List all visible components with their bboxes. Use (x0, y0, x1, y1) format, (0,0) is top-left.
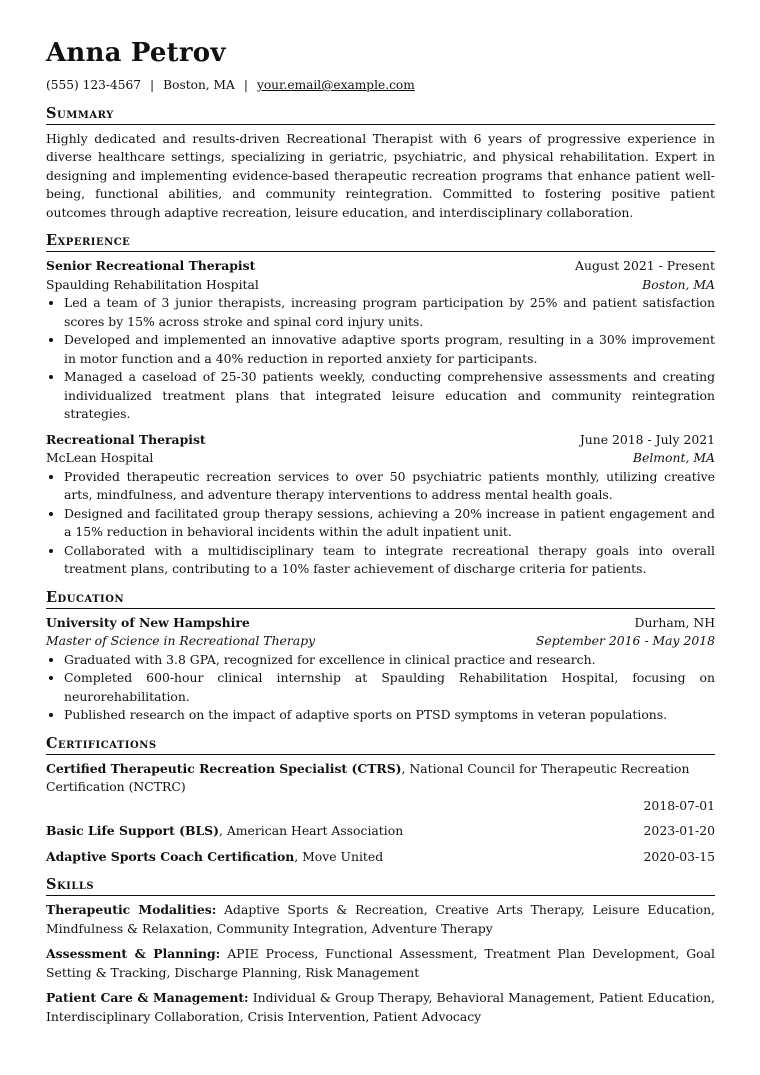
phone-number: (555) 123-4567 (46, 78, 142, 92)
contact-separator: | (150, 78, 155, 92)
resume-page (46, 36, 715, 1033)
skill-label: Therapeutic Modalities: (46, 902, 217, 917)
certification-issuer: , American Heart Association (218, 823, 404, 838)
candidate-name: Anna Petrov (46, 38, 226, 68)
bullet-item: • Published research on the impact of adaptive sports on PTSD symptoms in veteran populations. (64, 706, 715, 725)
skill-values: APIE Process, Functional Assessment, Treatment Plan Development, Goal Setting & Tracking, Discharge Planning, Risk Management (46, 946, 715, 980)
section-title-education: Education (46, 589, 715, 609)
section-title-certifications: Certifications (46, 735, 715, 755)
summary-text: Highly dedicated and results-driven Recreational Therapist with 6 years of progressive experience in diverse healthcare settings, specializing in geriatric, psychiatric, and physical rehabilitation. Expert in designing and implementing evidence-based therapeutic recreation programs that enhance patient well-being, functional abilities, and community reintegration. Committed to fostering positive patient outcomes through adaptive recreation, leisure education, and interdisciplinary collaboration. (46, 130, 715, 220)
section-title-summary: Summary (46, 105, 715, 125)
section-title-experience: Experience (46, 232, 715, 252)
skill-label: Assessment & Planning: (46, 946, 221, 961)
bullet-item: • Managed a caseload of 25-30 patients weekly, conducting comprehensive assessments and creating individualized treatment plans that integrated leisure education and community reintegration strategies. (64, 368, 715, 424)
job-location: Boston, MA (642, 276, 715, 292)
section-title-skills: Skills (46, 876, 715, 896)
certification-date: 2020-03-15 (643, 848, 715, 864)
location: Boston, MA (163, 78, 235, 92)
job-organization: Spaulding Rehabilitation Hospital (46, 276, 259, 292)
education-bullets (46, 651, 715, 725)
school-location: Durham, NH (634, 614, 715, 630)
email-link[interactable]: your.email@example.com (256, 78, 415, 92)
job-organization: McLean Hospital (46, 450, 154, 465)
skill-label: Patient Care & Management: (46, 990, 249, 1005)
job-bullets (46, 294, 715, 424)
bullet-item: • Collaborated with a multidisciplinary team to integrate recreational therapy goals into overall treatment plans, contributing to a 10% faster achievement of discharge criteria for patients. (64, 542, 715, 579)
certification-name: Certified Therapeutic Recreation Specialist (CTRS) (46, 760, 402, 776)
bullet-item: • Designed and facilitated group therapy sessions, achieving a 20% increase in patient engagement and a 15% reduction in behavioral incidents within the adult inpatient unit. (64, 505, 715, 542)
job-title: Senior Recreational Therapist (46, 258, 256, 273)
certification-entry (46, 848, 715, 867)
certification-date: 2018-07-01 (643, 797, 715, 813)
experience-entry (46, 431, 715, 579)
job-bullets (46, 468, 715, 579)
certification-name: Adaptive Sports Coach Certification (46, 848, 295, 864)
certification-issuer: , Move United (294, 848, 384, 864)
skill-group (46, 901, 715, 938)
bullet-item: • Led a team of 3 junior therapists, increasing program participation by 25% and patient satisfaction scores by 15% across stroke and spinal cord injury units. (64, 294, 715, 331)
skill-group (46, 989, 715, 1026)
job-dates: June 2018 - July 2021 (579, 431, 715, 447)
contact-line (46, 76, 715, 95)
certification-name: Basic Life Support (BLS) (46, 823, 219, 838)
bullet-item: • Graduated with 3.8 GPA, recognized for excellence in clinical practice and research. (64, 651, 715, 670)
education-dates: September 2016 - May 2018 (535, 633, 715, 648)
school-name: University of New Hampshire (46, 614, 250, 630)
certification-date: 2023-01-20 (643, 823, 715, 838)
bullet-item: • Completed 600-hour clinical internship at Spaulding Rehabilitation Hospital, focusing on neurorehabilitation. (64, 669, 715, 706)
certification-issuer: , National Council for Therapeutic Recreation Certification (NCTRC) (46, 760, 690, 794)
skill-values: Adaptive Sports & Recreation, Creative Arts Therapy, Leisure Education, Mindfulness & Relaxation, Community Integration, Adventure Therapy (46, 902, 715, 936)
certification-entry (46, 760, 715, 816)
bullet-item: • Provided therapeutic recreation services to over 50 psychiatric patients monthly, utilizing creative arts, mindfulness, and adventure therapy interventions to address mental health goals. (64, 468, 715, 505)
contact-separator: | (243, 78, 248, 92)
job-title: Recreational Therapist (46, 431, 206, 447)
job-location: Belmont, MA (632, 450, 715, 465)
certification-entry (46, 822, 715, 841)
bullet-item: • Developed and implemented an innovative adaptive sports program, resulting in a 30% improvement in motor function and a 40% reduction in reported anxiety for participants. (64, 331, 715, 368)
degree: Master of Science in Recreational Therapy (46, 633, 316, 648)
job-dates: August 2021 - Present (575, 258, 715, 273)
skill-values: Individual & Group Therapy, Behavioral Management, Patient Education, Interdisciplinary Collaboration, Crisis Intervention, Patient Advocacy (46, 990, 715, 1024)
skill-group (46, 945, 715, 982)
experience-entry (46, 257, 715, 424)
education-entry (46, 614, 715, 725)
